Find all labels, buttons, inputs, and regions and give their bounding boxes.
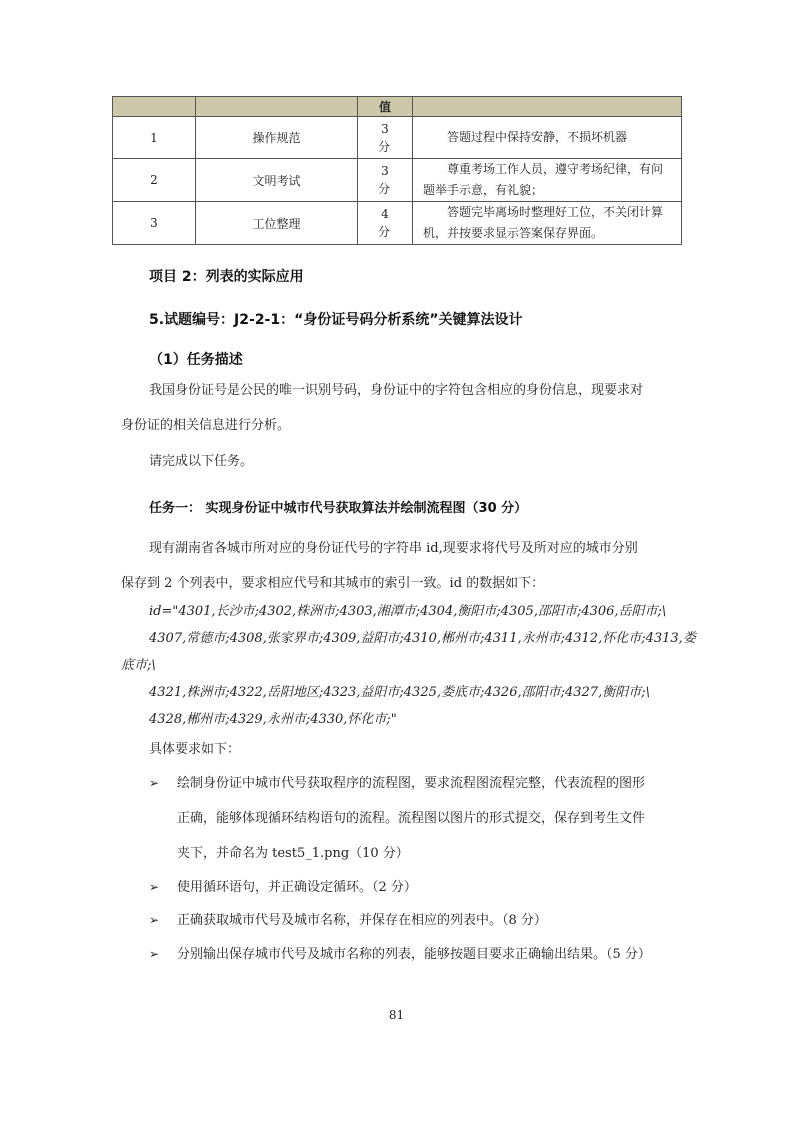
row-item-name: 文明考试 <box>196 159 358 202</box>
table-header-cell: 值 <box>358 97 413 117</box>
requirements-intro: 具体要求如下： <box>149 742 241 757</box>
score-unit: 分 <box>378 225 391 239</box>
code-line: 4328,郴州市;4329,永州市;4330,怀化市;" <box>149 712 397 727</box>
scoring-table <box>112 96 682 245</box>
code-line: 底市;\ <box>121 658 156 673</box>
score-value: 4 <box>381 207 389 221</box>
bullet-arrow-icon: ➢ <box>149 947 160 961</box>
bullet-line: 正确获取城市代号及城市名称，并保存在相应的列表中。（8 分） <box>177 913 547 928</box>
table-header-cell <box>196 97 358 117</box>
code-line: 4307,常德市;4308,张家界市;4309,益阳市;4310,郴州市;4311,永州市;4312,怀化市;4313,娄 <box>149 631 696 646</box>
row-description <box>413 117 682 159</box>
row-item-name: 操作规范 <box>196 117 358 159</box>
intro-paragraph-line: 身份证的相关信息进行分析。 <box>121 418 291 433</box>
score-value: 3 <box>381 164 389 178</box>
question-heading: 5.试题编号：J2-2-1：“身份证号码分析系统”关键算法设计 <box>149 312 523 328</box>
code-line: 4321,株洲市;4322,岳阳地区;4323,益阳市;4325,娄底市;4326,邵阳市;4327,衡阳市;\ <box>149 685 650 700</box>
bullet-arrow-icon: ➢ <box>149 880 160 894</box>
description-line: 机，并按要求显示答案保存界面。 <box>423 226 604 240</box>
table-row <box>113 159 682 202</box>
bullet-line: 夹下，并命名为 test5_1.png（10 分） <box>177 846 409 861</box>
bullet-arrow-icon: ➢ <box>149 776 160 790</box>
code-line: id="4301,长沙市;4302,株洲市;4303,湘潭市;4304,衡阳市;4305,邵阳市;4306,岳阳市;\ <box>149 604 667 619</box>
description-line: 答题过程中保持安静，不损坏机器 <box>447 130 628 144</box>
score-value: 3 <box>381 121 389 136</box>
intro-paragraph-line: 请完成以下任务。 <box>149 454 254 469</box>
table-row <box>113 117 682 159</box>
row-number: 1 <box>113 117 196 159</box>
task-description-heading: （1）任务描述 <box>149 352 243 368</box>
task-paragraph-line: 现有湖南省各城市所对应的身份证代号的字符串 id,现要求将代号及所对应的城市分别 <box>149 541 638 556</box>
row-number: 2 <box>113 159 196 202</box>
project-heading: 项目 2：列表的实际应用 <box>149 269 304 285</box>
bullet-line: 分别输出保存城市代号及城市名称的列表，能够按题目要求正确输出结果。（5 分） <box>177 947 651 962</box>
row-number: 3 <box>113 202 196 245</box>
bullet-line: 绘制身份证中城市代号获取程序的流程图，要求流程图流程完整，代表流程的图形 <box>177 776 646 791</box>
task-one-heading: 任务一： 实现身份证中城市代号获取算法并绘制流程图（30 分） <box>149 501 528 516</box>
score-unit: 分 <box>378 139 391 154</box>
table-header-row <box>113 97 682 117</box>
row-item-name: 工位整理 <box>196 202 358 245</box>
row-score <box>358 117 413 159</box>
table-header-cell <box>413 97 682 117</box>
description-line: 尊重考场工作人员，遵守考场纪律，有问 <box>447 162 664 176</box>
table-row <box>113 202 682 245</box>
row-description <box>413 159 682 202</box>
row-description <box>413 202 682 245</box>
task-paragraph-line: 保存到 2 个列表中，要求相应代号和其城市的索引一致。id 的数据如下： <box>121 576 545 591</box>
bullet-line: 使用循环语句，并正确设定循环。（2 分） <box>177 880 417 895</box>
score-unit: 分 <box>378 182 391 196</box>
page-number: 81 <box>388 1008 405 1022</box>
description-line: 题举手示意，有礼貌； <box>423 183 544 197</box>
bullet-arrow-icon: ➢ <box>149 913 160 927</box>
intro-paragraph-line: 我国身份证号是公民的唯一识别号码，身份证中的字符包含相应的身份信息，现要求对 <box>149 383 644 398</box>
description-line: 答题完毕离场时整理好工位，不关闭计算 <box>447 205 664 219</box>
table-header-cell <box>113 97 196 117</box>
bullet-line: 正确，能够体现循环结构语句的流程。流程图以图片的形式提交，保存到考生文件 <box>177 811 646 826</box>
